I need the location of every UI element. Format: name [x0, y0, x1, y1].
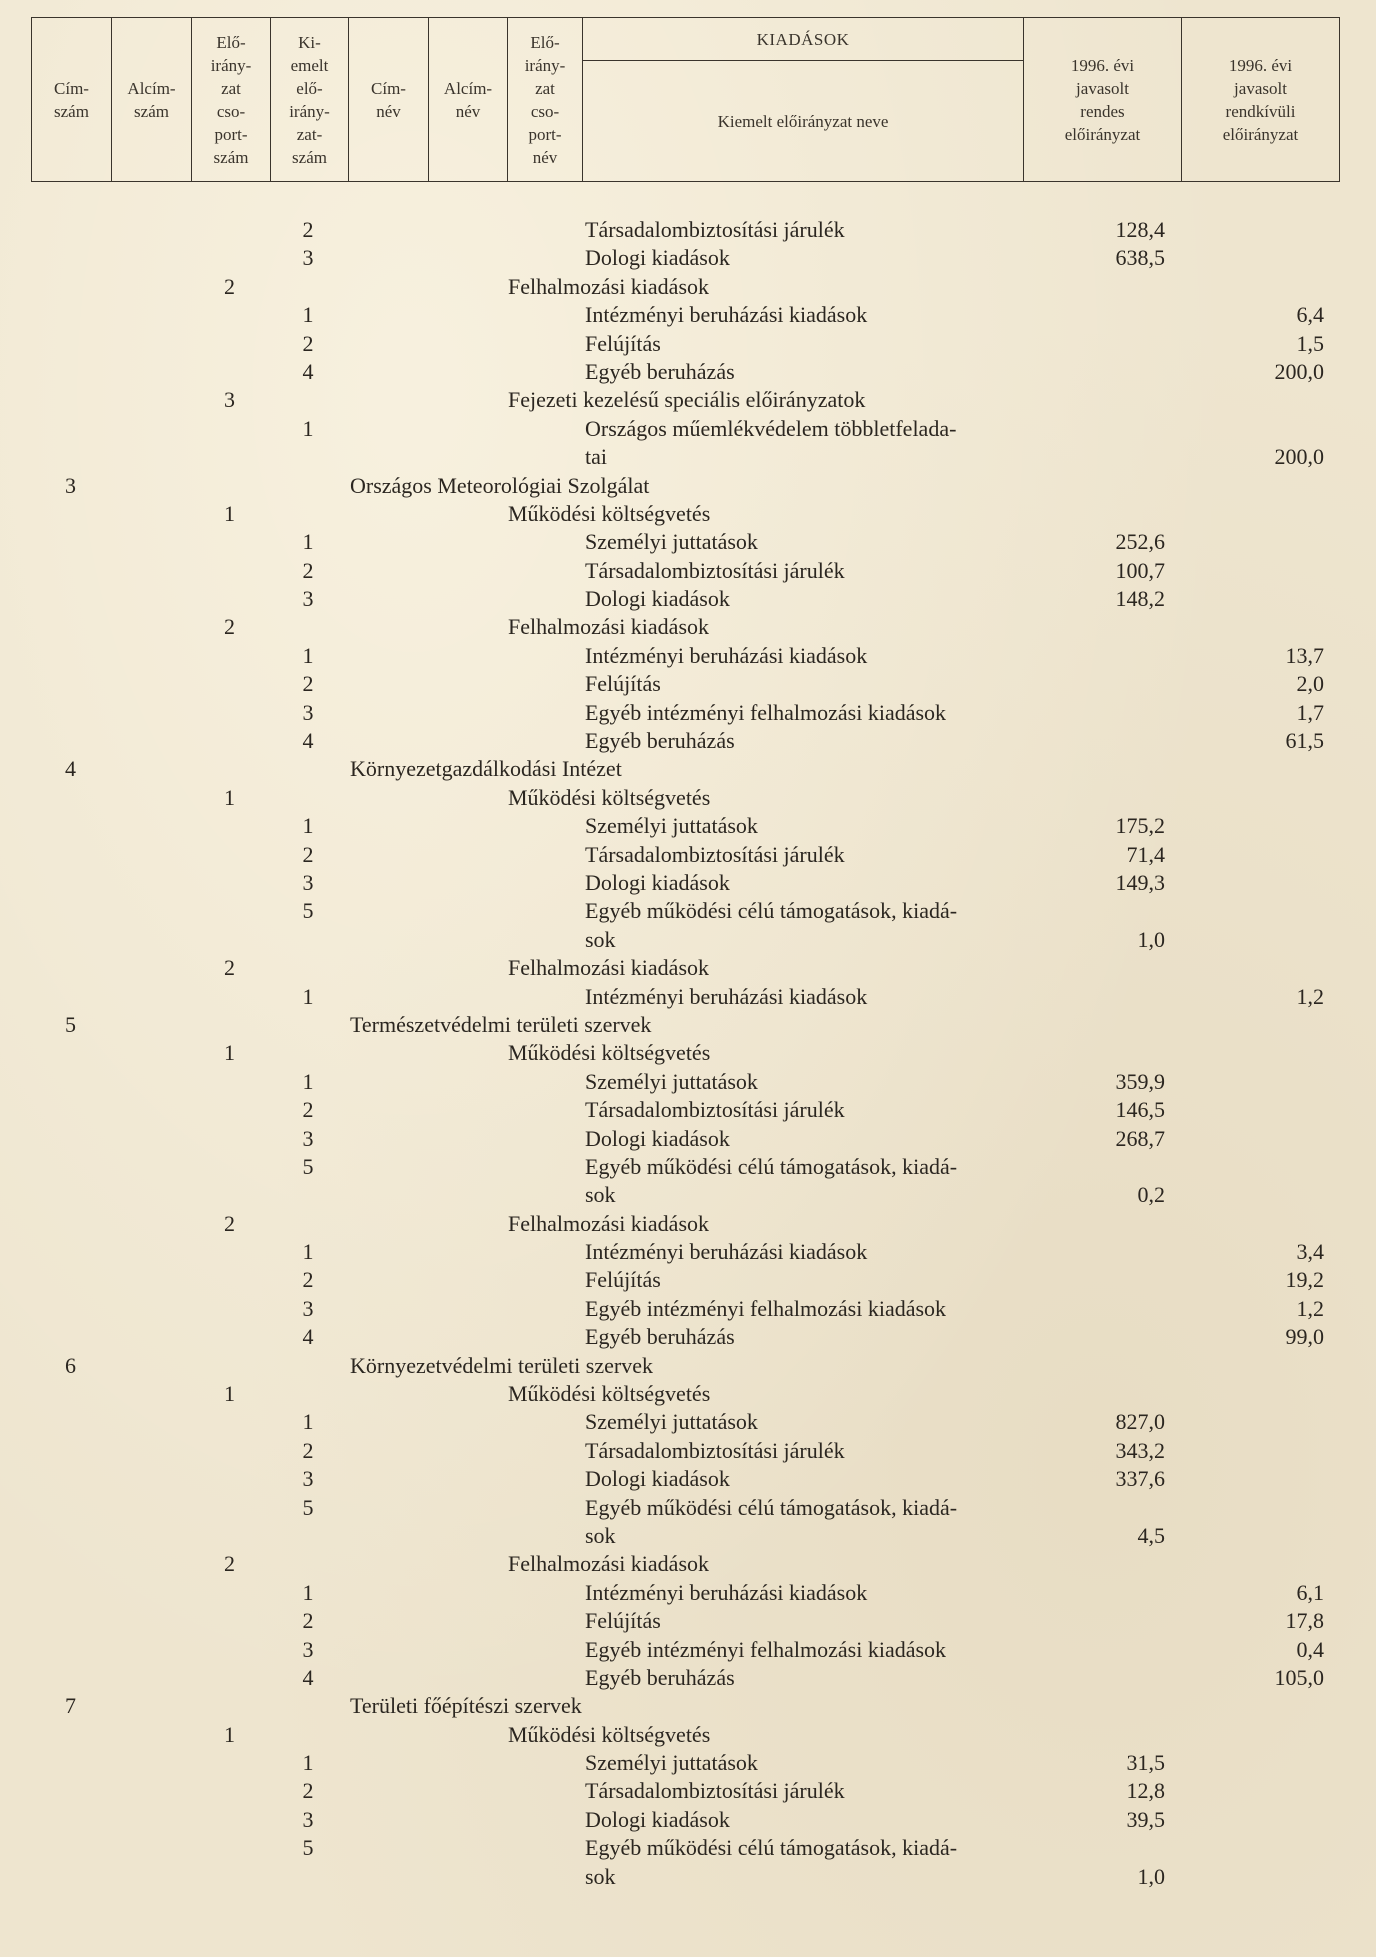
table-row [0, 1607, 1376, 1635]
csoport-szam-cell: 2 [224, 614, 235, 640]
csoport-szam-cell: 2 [224, 955, 235, 981]
rendes-eloiranyzat-value: 1,0 [1137, 1863, 1165, 1889]
kiemelt-nev-cell: Országos műemlékvédelem többletfelada- [585, 415, 957, 441]
kiemelt-szam-cell: 4 [302, 1664, 314, 1690]
rendes-eloiranyzat-value: 4,5 [1137, 1522, 1165, 1548]
kiemelt-szam-cell: 1 [302, 642, 314, 668]
kiemelt-szam-cell: 1 [302, 813, 314, 839]
csoport-nev-cell: Működési költségvetés [508, 1381, 711, 1407]
table-row [0, 1039, 1376, 1067]
kiemelt-nev-cell: sok [585, 1522, 616, 1548]
kiemelt-nev-cell: Egyéb működési célú támogatások, kiadá- [585, 1494, 958, 1520]
csoport-szam-cell: 1 [224, 1040, 235, 1066]
kiemelt-nev-cell: Személyi juttatások [585, 1750, 758, 1776]
kiemelt-szam-cell: 1 [302, 983, 314, 1009]
csoport-szam-cell: 1 [224, 1381, 235, 1407]
table-row [0, 1834, 1376, 1862]
rendkivuli-eloiranyzat-value: 99,0 [1285, 1324, 1324, 1350]
kiemelt-nev-cell: Dologi kiadások [585, 245, 730, 271]
kiemelt-szam-cell: 4 [302, 1324, 314, 1350]
table-row [0, 983, 1376, 1011]
header-alcim-nev: Alcím- név [428, 18, 507, 181]
table-row [0, 500, 1376, 528]
table-row [0, 642, 1376, 670]
rendes-eloiranyzat-value: 128,4 [1115, 217, 1165, 242]
table-header [31, 17, 1340, 182]
rendkivuli-eloiranyzat-value: 61,5 [1285, 728, 1324, 754]
kiemelt-szam-cell: 3 [302, 1125, 314, 1151]
kiemelt-szam-cell: 5 [302, 1153, 314, 1179]
rendkivuli-eloiranyzat-value: 2,0 [1296, 671, 1324, 697]
table-row [0, 1494, 1376, 1522]
table-row [0, 1636, 1376, 1664]
table-row [0, 1437, 1376, 1465]
kiemelt-nev-cell: Intézményi beruházási kiadások [585, 1579, 868, 1605]
table-row [0, 443, 1376, 471]
csoport-nev-cell: Működési költségvetés [508, 784, 711, 810]
csoport-nev-cell: Működési költségvetés [508, 1040, 711, 1066]
table-row [0, 216, 1376, 244]
table-row [0, 670, 1376, 698]
kiemelt-szam-cell: 2 [302, 1097, 314, 1123]
kiemelt-nev-cell: Egyéb működési célú támogatások, kiadá- [585, 1835, 958, 1861]
kiemelt-szam-cell: 3 [302, 869, 314, 895]
kiemelt-nev-cell: sok [585, 1182, 616, 1208]
kiemelt-nev-cell: Társadalombiztosítási járulék [585, 1437, 845, 1463]
table-row [0, 528, 1376, 556]
csoport-szam-cell: 3 [224, 387, 235, 413]
rendes-eloiranyzat-value: 252,6 [1115, 529, 1165, 555]
kiemelt-szam-cell: 5 [302, 1835, 314, 1861]
rendes-eloiranyzat-value: 827,0 [1115, 1409, 1165, 1435]
kiemelt-szam-cell: 2 [302, 1608, 314, 1634]
table-row [0, 1522, 1376, 1550]
table-row [0, 869, 1376, 897]
rendes-eloiranyzat-value: 146,5 [1115, 1097, 1165, 1123]
kiemelt-nev-cell: Egyéb működési célú támogatások, kiadá- [585, 1153, 958, 1179]
table-row [0, 1380, 1376, 1408]
table-body [0, 216, 1376, 1891]
rendes-eloiranyzat-value: 1,0 [1137, 926, 1165, 952]
table-row [0, 926, 1376, 954]
cim-szam-cell: 5 [65, 1011, 76, 1037]
kiemelt-nev-cell: Társadalombiztosítási járulék [585, 841, 845, 867]
csoport-nev-cell: Felhalmozási kiadások [508, 1210, 710, 1236]
rendkivuli-eloiranyzat-value: 17,8 [1285, 1608, 1324, 1634]
table-row [0, 1125, 1376, 1153]
rendes-eloiranyzat-value: 0,2 [1137, 1182, 1165, 1208]
table-row [0, 1295, 1376, 1323]
header-kiemelt-eloiranyzat-neve: Kiemelt előirányzat neve [582, 61, 1023, 181]
table-row [0, 1692, 1376, 1720]
table-row [0, 301, 1376, 329]
rendes-eloiranyzat-value: 148,2 [1115, 586, 1165, 612]
csoport-nev-cell: Működési költségvetés [508, 1721, 711, 1747]
rendkivuli-eloiranyzat-value: 13,7 [1285, 642, 1324, 668]
table-row [0, 386, 1376, 414]
header-rendkivuli-eloiranyzat: 1996. évi javasolt rendkívüli előirányzat [1181, 18, 1339, 181]
kiemelt-nev-cell: Intézményi beruházási kiadások [585, 1239, 868, 1265]
table-row [0, 557, 1376, 585]
kiemelt-nev-cell: Társadalombiztosítási járulék [585, 1097, 845, 1123]
table-row [0, 1777, 1376, 1805]
rendkivuli-eloiranyzat-value: 1,2 [1296, 983, 1324, 1009]
table-row [0, 897, 1376, 925]
kiemelt-nev-cell: Társadalombiztosítási járulék [585, 557, 845, 583]
header-eloiranyzat-csoport-nev: Elő- irány- zat cso- port- név [507, 18, 582, 181]
kiemelt-nev-cell: Intézményi beruházási kiadások [585, 642, 868, 668]
header-kiemelt-eloiranyzat-szam: Ki- emelt elő- irány- zat- szám [270, 18, 348, 181]
kiemelt-nev-cell: Egyéb intézményi felhalmozási kiadások [585, 1295, 947, 1321]
cim-szam-cell: 4 [65, 756, 76, 782]
kiemelt-nev-cell: Intézményi beruházási kiadások [585, 302, 868, 328]
rendes-eloiranyzat-value: 100,7 [1115, 557, 1165, 583]
kiemelt-nev-cell: Személyi juttatások [585, 1068, 758, 1094]
cim-nev-cell: Területi főépítészi szervek [350, 1693, 582, 1719]
kiemelt-szam-cell: 2 [302, 217, 314, 242]
kiemelt-szam-cell: 3 [302, 245, 314, 271]
table-row [0, 755, 1376, 783]
csoport-szam-cell: 2 [224, 273, 235, 299]
table-row [0, 1806, 1376, 1834]
header-eloiranyzat-csoport-szam: Elő- irány- zat cso- port- szám [191, 18, 270, 181]
table-row [0, 273, 1376, 301]
table-row [0, 1153, 1376, 1181]
table-row [0, 1096, 1376, 1124]
table-row [0, 841, 1376, 869]
table-row [0, 1068, 1376, 1096]
kiemelt-nev-cell: Dologi kiadások [585, 586, 730, 612]
table-row [0, 1408, 1376, 1436]
csoport-nev-cell: Felhalmozási kiadások [508, 1551, 710, 1577]
kiemelt-nev-cell: Dologi kiadások [585, 1806, 730, 1832]
kiemelt-szam-cell: 3 [302, 699, 314, 725]
kiemelt-nev-cell: Egyéb beruházás [585, 1664, 735, 1690]
kiemelt-szam-cell: 3 [302, 1466, 314, 1492]
table-row [0, 1664, 1376, 1692]
table-row [0, 812, 1376, 840]
table-row [0, 613, 1376, 641]
table-row [0, 1579, 1376, 1607]
kiemelt-szam-cell: 3 [302, 586, 314, 612]
header-rendes-eloiranyzat: 1996. évi javasolt rendes előirányzat [1023, 18, 1181, 181]
rendkivuli-eloiranyzat-value: 0,4 [1296, 1636, 1324, 1662]
kiemelt-nev-cell: Egyéb intézményi felhalmozási kiadások [585, 1636, 947, 1662]
rendes-eloiranyzat-value: 337,6 [1115, 1466, 1165, 1492]
table-row [0, 784, 1376, 812]
kiemelt-nev-cell: Egyéb beruházás [585, 728, 735, 754]
kiemelt-szam-cell: 1 [302, 529, 314, 555]
table-row [0, 1210, 1376, 1238]
kiemelt-szam-cell: 1 [302, 302, 314, 328]
cim-nev-cell: Természetvédelmi területi szervek [350, 1011, 652, 1037]
rendes-eloiranyzat-value: 71,4 [1126, 841, 1165, 867]
kiemelt-nev-cell: Felújítás [585, 671, 661, 697]
kiemelt-szam-cell: 3 [302, 1295, 314, 1321]
kiemelt-szam-cell: 3 [302, 1636, 314, 1662]
rendkivuli-eloiranyzat-value: 6,4 [1296, 302, 1324, 328]
header-kiadasok: KIADÁSOK [582, 18, 1023, 61]
kiemelt-nev-cell: Egyéb működési célú támogatások, kiadá- [585, 898, 958, 924]
table-row [0, 472, 1376, 500]
kiemelt-nev-cell: Társadalombiztosítási járulék [585, 217, 845, 242]
header-cim-szam: Cím- szám [54, 78, 89, 121]
csoport-nev-cell: Felhalmozási kiadások [508, 273, 710, 299]
kiemelt-szam-cell: 2 [302, 841, 314, 867]
kiemelt-szam-cell: 1 [302, 1750, 314, 1776]
kiemelt-nev-cell: Dologi kiadások [585, 869, 730, 895]
rendkivuli-eloiranyzat-value: 3,4 [1296, 1239, 1324, 1265]
kiemelt-nev-cell: Személyi juttatások [585, 1409, 758, 1435]
table-row [0, 1465, 1376, 1493]
kiemelt-nev-cell: Felújítás [585, 1608, 661, 1634]
rendes-eloiranyzat-value: 343,2 [1115, 1437, 1165, 1463]
csoport-szam-cell: 1 [224, 784, 235, 810]
csoport-szam-cell: 2 [224, 1551, 235, 1577]
rendes-eloiranyzat-value: 39,5 [1126, 1806, 1165, 1832]
kiemelt-szam-cell: 1 [302, 1579, 314, 1605]
table-row [0, 954, 1376, 982]
cim-nev-cell: Környezetvédelmi területi szervek [350, 1352, 653, 1378]
table-row [0, 699, 1376, 727]
rendes-eloiranyzat-value: 149,3 [1115, 869, 1165, 895]
kiemelt-szam-cell: 5 [302, 1494, 314, 1520]
table-row [0, 330, 1376, 358]
csoport-szam-cell: 2 [224, 1210, 235, 1236]
table-row [0, 1238, 1376, 1266]
header-cim-nev: Cím- név [348, 18, 428, 181]
csoport-szam-cell: 1 [224, 500, 235, 526]
cim-szam-cell: 6 [65, 1352, 76, 1378]
kiemelt-szam-cell: 2 [302, 557, 314, 583]
kiemelt-nev-cell: Egyéb beruházás [585, 1324, 735, 1350]
rendkivuli-eloiranyzat-value: 19,2 [1285, 1267, 1324, 1293]
rendes-eloiranyzat-value: 12,8 [1126, 1778, 1165, 1804]
table-row [0, 1721, 1376, 1749]
csoport-nev-cell: Felhalmozási kiadások [508, 614, 710, 640]
kiemelt-szam-cell: 4 [302, 728, 314, 754]
table-row [0, 415, 1376, 443]
rendes-eloiranyzat-value: 31,5 [1126, 1750, 1165, 1776]
rendkivuli-eloiranyzat-value: 1,7 [1296, 699, 1324, 725]
table-row [0, 727, 1376, 755]
kiemelt-szam-cell: 1 [302, 1239, 314, 1265]
kiemelt-nev-cell: Személyi juttatások [585, 529, 758, 555]
rendkivuli-eloiranyzat-value: 6,1 [1296, 1579, 1324, 1605]
cim-nev-cell: Országos Meteorológiai Szolgálat [350, 472, 650, 498]
table-row [0, 244, 1376, 272]
kiemelt-nev-cell: Egyéb intézményi felhalmozási kiadások [585, 699, 947, 725]
header-alcim-szam: Alcím- szám [111, 18, 191, 181]
kiemelt-szam-cell: 2 [302, 1778, 314, 1804]
table-row [0, 1749, 1376, 1777]
kiemelt-nev-cell: Egyéb beruházás [585, 358, 735, 384]
table-row [0, 1181, 1376, 1209]
table-row [0, 585, 1376, 613]
csoport-nev-cell: Működési költségvetés [508, 500, 711, 526]
rendes-eloiranyzat-value: 175,2 [1115, 813, 1165, 839]
rendkivuli-eloiranyzat-value: 200,0 [1274, 444, 1324, 470]
table-row [0, 1011, 1376, 1039]
kiemelt-nev-cell: Felújítás [585, 330, 661, 356]
kiemelt-nev-cell: Társadalombiztosítási járulék [585, 1778, 845, 1804]
kiemelt-szam-cell: 3 [302, 1806, 314, 1832]
kiemelt-szam-cell: 2 [302, 330, 314, 356]
csoport-nev-cell: Fejezeti kezelésű speciális előirányzatok [508, 387, 866, 413]
csoport-szam-cell: 1 [224, 1721, 235, 1747]
table-row [0, 1863, 1376, 1891]
rendkivuli-eloiranyzat-value: 1,2 [1296, 1295, 1324, 1321]
cim-szam-cell: 7 [65, 1693, 76, 1719]
table-row [0, 1266, 1376, 1294]
kiemelt-nev-cell: sok [585, 1863, 616, 1889]
table-row [0, 1323, 1376, 1351]
csoport-nev-cell: Felhalmozási kiadások [508, 955, 710, 981]
kiemelt-szam-cell: 2 [302, 671, 314, 697]
kiemelt-szam-cell: 5 [302, 898, 314, 924]
kiemelt-nev-cell: Dologi kiadások [585, 1466, 730, 1492]
cim-nev-cell: Környezetgazdálkodási Intézet [350, 756, 622, 782]
kiemelt-nev-cell: Felújítás [585, 1267, 661, 1293]
table-row [0, 358, 1376, 386]
kiemelt-nev-cell: Személyi juttatások [585, 813, 758, 839]
table-row [0, 1550, 1376, 1578]
kiemelt-nev-cell: Dologi kiadások [585, 1125, 730, 1151]
kiemelt-szam-cell: 4 [302, 358, 314, 384]
cim-szam-cell: 3 [65, 472, 76, 498]
kiemelt-szam-cell: 1 [302, 1409, 314, 1435]
rendkivuli-eloiranyzat-value: 200,0 [1274, 358, 1324, 384]
kiemelt-nev-cell: sok [585, 926, 616, 952]
rendkivuli-eloiranyzat-value: 105,0 [1274, 1664, 1324, 1690]
kiemelt-szam-cell: 2 [302, 1437, 314, 1463]
kiemelt-nev-cell: Intézményi beruházási kiadások [585, 983, 868, 1009]
kiemelt-nev-cell: tai [585, 444, 607, 470]
rendes-eloiranyzat-value: 268,7 [1115, 1125, 1165, 1151]
rendkivuli-eloiranyzat-value: 1,5 [1296, 330, 1324, 356]
rendes-eloiranyzat-value: 638,5 [1115, 245, 1165, 271]
kiemelt-szam-cell: 2 [302, 1267, 314, 1293]
kiemelt-szam-cell: 1 [302, 1068, 314, 1094]
table-row [0, 1352, 1376, 1380]
rendes-eloiranyzat-value: 359,9 [1115, 1068, 1165, 1094]
kiemelt-szam-cell: 1 [302, 415, 314, 441]
